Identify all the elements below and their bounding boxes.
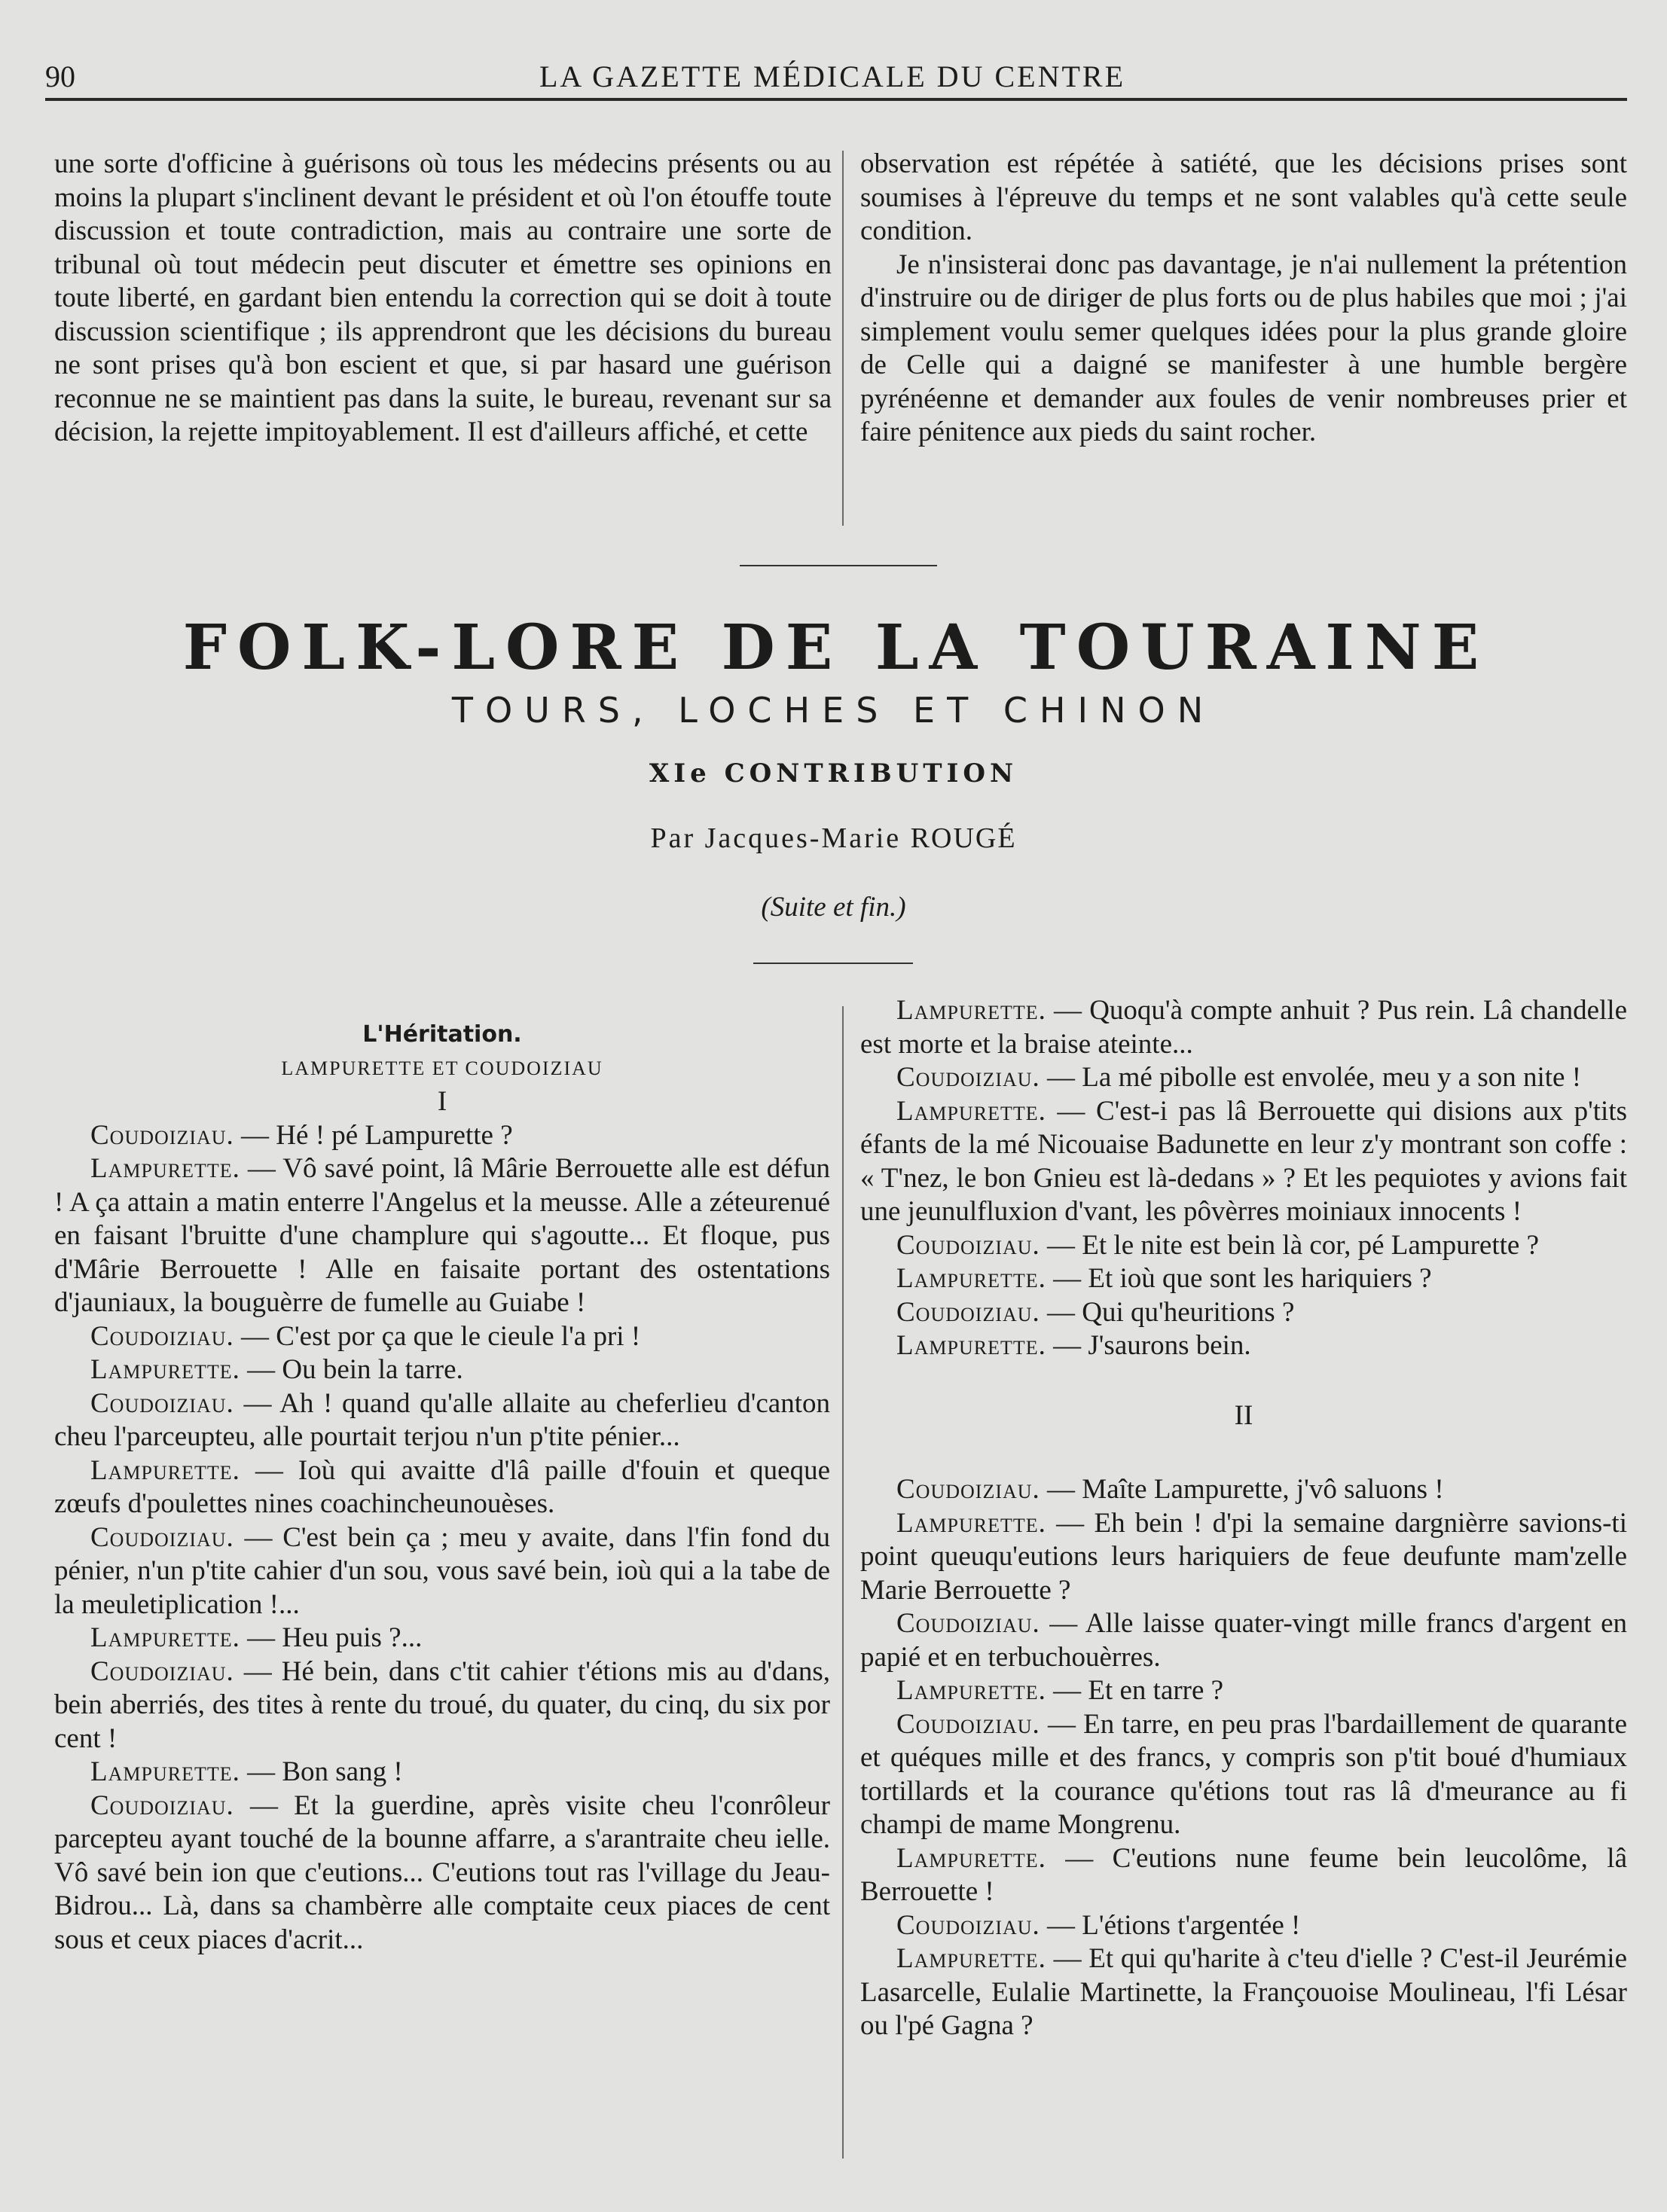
dialogue-text: — Ah ! quand qu'alle allaite au cheferlieu d'canton cheu l'parceupteu, alle pourtait terjou n'un p'tite pénier... xyxy=(54,1387,830,1452)
dialogue-text: — C'est bein ça ; meu y avaite, dans l'fin fond du pénier, n'un p'tite cahier d'un sou, vous savé bein, ioù qui a la tabe de la meuletiplication !... xyxy=(54,1521,830,1620)
part-number: II xyxy=(1234,1399,1253,1431)
section-separator xyxy=(740,565,937,566)
dialogue-line xyxy=(860,1708,1627,1842)
dialogue-text: — Quoqu'à compte anhuit ? Pus rein. Lâ chandelle est morte et la braise ateinte... xyxy=(860,995,1627,1060)
article-subtitle: TOURS, LOCHES ET CHINON xyxy=(451,690,1216,731)
speaker-name: Lampurette. xyxy=(896,1095,1046,1127)
dialogue-line xyxy=(54,1789,830,1957)
continued-note: (Suite et fin.) xyxy=(761,892,906,923)
dialogue-text: — Maîte Lampurette, j'vô saluons ! xyxy=(1040,1474,1444,1505)
running-header xyxy=(45,59,1620,104)
speaker-name: Lampurette. xyxy=(896,1263,1046,1294)
dialogue-line xyxy=(860,1329,1627,1363)
dialogue-text: — Et en tarre ? xyxy=(1046,1675,1224,1706)
dialogue-line xyxy=(54,1655,830,1756)
dialogue-line xyxy=(860,1607,1627,1674)
column-divider xyxy=(842,151,844,526)
speaker-name: Lampurette. xyxy=(90,1454,240,1486)
speaker-name: Coudoiziau. xyxy=(90,1655,234,1687)
dialogue-text: — Et la guerdine, après visite cheu l'conrôleur parcepteu ayant touché de la bounne affarre, a s'arantraite cheu ielle. Vô savé bein ion que c'eutions... C'eutions tout ras l'village du Jeau-Bidrou... Là, dans sa chambèrre alle comptaite ceux piaces de cent sous et ceux piaces d'acrit... xyxy=(54,1789,830,1955)
dialogue-line xyxy=(860,1909,1627,1943)
bottom-right-column xyxy=(860,994,1627,2043)
dialogue-line xyxy=(54,1622,830,1655)
dialogue-text: — C'eutions nune feume bein leucolôme, lâ Berrouette ! xyxy=(860,1842,1627,1907)
dialogue-line xyxy=(54,1521,830,1622)
header-rule xyxy=(45,98,1627,101)
speaker-name: Lampurette. xyxy=(896,1675,1046,1706)
speaker-name: Coudoiziau. xyxy=(896,1296,1040,1328)
dialogue-line xyxy=(54,1756,830,1789)
speaker-name: Coudoiziau. xyxy=(896,1062,1040,1093)
dialogue-line xyxy=(860,1842,1627,1909)
dialogue-text: — La mé pibolle est envolée, meu y a son nite ! xyxy=(1040,1062,1582,1093)
dialogue-text: — Bon sang ! xyxy=(240,1756,403,1787)
title-separator xyxy=(753,963,913,964)
speaker-name: Lampurette. xyxy=(90,1756,240,1787)
story-title: L'Héritation. xyxy=(362,1021,522,1048)
dialogue-line xyxy=(860,1507,1627,1608)
dialogue-text: — Ou bein la tarre. xyxy=(240,1354,463,1385)
dialogue-text: — C'est-i pas lâ Berrouette qui disions aux p'tits éfants de la mé Nicouaise Badunette en leur z'y montrant son coffe : « T'nez, le bon Gnieu est là-dedans » ? Et les pequiotes y avions fait une jeunulfluxion d'vant, les pôvèrres moiniaux innocents ! xyxy=(860,1095,1627,1227)
running-title: LA GAZETTE MÉDICALE DU CENTRE xyxy=(539,59,1125,93)
dialogue-line xyxy=(860,1229,1627,1263)
speaker-name: Coudoiziau. xyxy=(896,1909,1040,1941)
dialogue-text: — C'est por ça que le cieule l'a pri ! xyxy=(234,1320,641,1352)
paragraph: une sorte d'officine à guérisons où tous les médecins présents ou au moins la plupart s'inclinent devant le président et où l'on étouffe toute discussion et toute contradiction, mais au contraire une sorte de tribunal où tout médecin peut discuter et émettre ses opinions en toute liberté, en gardant bien entendu la correction qui se doit à toute discussion scientifique ; ils apprendront que les décisions du bureau ne sont prises qu'à bon escient et que, si par hasard une guérison reconnue ne se maintient pas dans la suite, le bureau, revenant sur sa décision, la rejette impitoyablement. Il est d'ailleurs affiché, et cette xyxy=(54,148,832,447)
dialogue-text: — Alle laisse quater-vingt mille francs d'argent en papié et en terbuchouèrres. xyxy=(860,1608,1627,1673)
dialogue-text: — L'étions t'argentée ! xyxy=(1040,1909,1301,1941)
paragraph: Je n'insisterai donc pas davantage, je n'ai nullement la prétention d'instruire ou de diriger de plus forts ou de plus habiles que moi ; j'ai simplement voulu semer quelques idées pour la plus grande gloire de Celle qui a daigné se manifester à une humble bergère pyrénéenne et demander aux foules de venir nombreuses prier et faire pénitence aux pieds du saint rocher. xyxy=(860,249,1627,447)
dialogue-text: — Ioù qui avaitte d'lâ paille d'fouin et queque zœufs d'poulettes nines coachincheunouèses. xyxy=(54,1454,830,1519)
part-number: I xyxy=(437,1086,447,1117)
dialogue-line xyxy=(54,1353,830,1387)
dialogue-text: — Qui qu'heuritions ? xyxy=(1040,1296,1295,1328)
dialogue-text: — Hé ! pé Lampurette ? xyxy=(234,1119,513,1151)
speaker-name: Coudoiziau. xyxy=(90,1119,234,1151)
dialogue-text: — Hé bein, dans c'tit cahier t'étions mis au d'dans, bein aberriés, des tites à rente du troué, du quater, du cinq, du six por cent ! xyxy=(54,1655,830,1754)
speaker-name: Lampurette. xyxy=(896,1943,1046,1974)
dialogue-line xyxy=(54,1454,830,1521)
column-divider xyxy=(842,1006,844,2159)
byline-prefix: Par Jacques-Marie xyxy=(650,822,902,854)
dialogue-line xyxy=(54,1152,830,1320)
byline xyxy=(0,819,1667,857)
speaker-name: Coudoiziau. xyxy=(896,1229,1040,1261)
speaker-name: Coudoiziau. xyxy=(896,1608,1040,1639)
author-name: ROUGÉ xyxy=(910,822,1017,854)
top-right-column xyxy=(860,148,1627,450)
contribution-number: XIe CONTRIBUTION xyxy=(649,758,1018,789)
dialogue-text: — Eh bein ! d'pi la semaine dargnièrre savions-ti point queuqu'eutions leurs hariquiers de feue deufunte mam'zelle Marie Berrouette ? xyxy=(860,1507,1627,1606)
dialogue-text: — Et qui qu'harite à c'teu d'ielle ? C'est-il Jeurémie Lasarcelle, Eulalie Martinette, la Françouoise Moulineau, l'fi Lésar ou l'pé Gagna ? xyxy=(860,1943,1627,2041)
speaker-name: Lampurette. xyxy=(90,1153,240,1184)
dialogue-text: — En tarre, en peu pras l'bardaillement de quarante et quéques mille et des francs, y compris son p'tit boué d'humiaux tortillards et la courance qu'étions tout ras lâ d'meurance au fi champi de mame Mongrenu. xyxy=(860,1708,1627,1840)
speaker-name: Lampurette. xyxy=(90,1354,240,1385)
dialogue-line xyxy=(860,1061,1627,1095)
speaker-name: Lampurette. xyxy=(896,1330,1046,1361)
speaker-name: Coudoiziau. xyxy=(90,1789,234,1821)
speaker-name: Lampurette. xyxy=(896,1842,1046,1874)
speaker-name: Coudoiziau. xyxy=(896,1708,1040,1740)
bottom-left-column xyxy=(54,1018,830,1957)
story-characters: LAMPURETTE ET COUDOIZIAU xyxy=(281,1057,603,1079)
dialogue-text: — Vô savé point, lâ Mârie Berrouette alle est défun ! A ça attain a matin enterre l'Angelus et la meusse. Alle a zéteurenué en faisant l'bruitte d'une champlure qui s'agoutte... Et floque, pus d'Mârie Berrouette ! Alle en faisaite portant des ostentations d'jauniaux, la bouguèrre de fumelle au Guiabe ! xyxy=(54,1153,830,1318)
dialogue xyxy=(860,994,1627,1363)
dialogue-line xyxy=(860,994,1627,1061)
dialogue xyxy=(860,1473,1627,2043)
speaker-name: Coudoiziau. xyxy=(90,1387,234,1419)
dialogue-text: — Et ioù que sont les hariquiers ? xyxy=(1046,1263,1432,1294)
dialogue-line xyxy=(860,1473,1627,1507)
dialogue-line xyxy=(54,1320,830,1354)
speaker-name: Coudoiziau. xyxy=(896,1474,1040,1505)
page-number: 90 xyxy=(45,59,75,93)
speaker-name: Lampurette. xyxy=(90,1622,240,1653)
dialogue-line xyxy=(54,1119,830,1153)
speaker-name: Coudoiziau. xyxy=(90,1521,234,1553)
dialogue-line xyxy=(860,1095,1627,1229)
dialogue-line xyxy=(54,1387,830,1454)
paragraph: observation est répétée à satiété, que les décisions prises sont soumises à l'épreuve du temps et ne sont valables qu'à cette seule condition. xyxy=(860,148,1627,246)
speaker-name: Coudoiziau. xyxy=(90,1320,234,1352)
dialogue-text: — Et le nite est bein là cor, pé Lampurette ? xyxy=(1040,1229,1540,1261)
dialogue-line xyxy=(860,1674,1627,1708)
article-title: FOLK-LORE DE LA TOURAINE xyxy=(182,612,1490,684)
dialogue-text: — Heu puis ?... xyxy=(240,1622,423,1653)
dialogue xyxy=(54,1119,830,1957)
speaker-name: Lampurette. xyxy=(896,1507,1046,1539)
dialogue-line xyxy=(860,1942,1627,2043)
speaker-name: Lampurette. xyxy=(896,995,1046,1026)
top-left-column xyxy=(54,148,832,450)
dialogue-line xyxy=(860,1262,1627,1296)
dialogue-line xyxy=(860,1296,1627,1330)
dialogue-text: — J'saurons bein. xyxy=(1046,1330,1251,1361)
